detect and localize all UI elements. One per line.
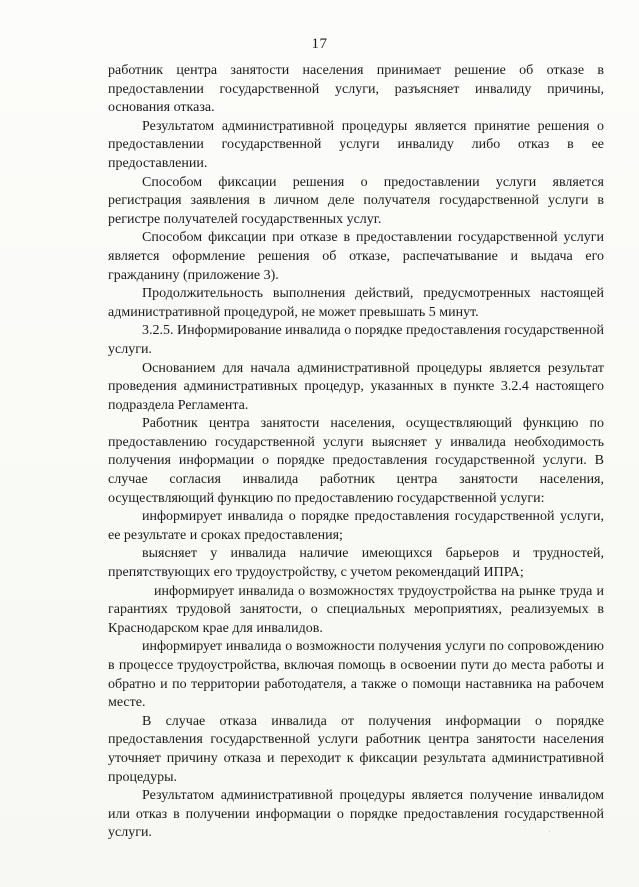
document-body [108, 62, 604, 843]
page-number: 17 [311, 36, 328, 52]
scan-noise [509, 797, 579, 837]
paragraph: Результатом административной процедуры является принятие решения о предоставлении государственной услуги инвалиду либо отказ в ее предоставлении. [108, 118, 604, 171]
section-heading: 3.2.5. Информирование инвалида о порядке предоставления государственной услуги. [108, 323, 604, 357]
paragraph: В случае отказа инвалида от получения информации о порядке предоставления государственной услуги работник центра занятости населения уточняет причину отказа и переходит к фиксации результата административной процедуры. [108, 713, 604, 785]
paragraph: Основанием для начала административной процедуры является результат проведения административных процедур, указанных в пункте 3.2.4 настоящего подраздела Регламента. [108, 360, 604, 413]
list-item: информирует инвалида о возможностях трудоустройства на рынке труда и гарантиях трудовой занятости, о специальных мероприятиях, реализуемых в Краснодарском крае для инвалидов. [108, 583, 604, 636]
list-item: информирует инвалида о порядке предоставления государственной услуги, ее результате и сроках предоставления; [108, 509, 604, 543]
paragraph: Продолжительность выполнения действий, предусмотренных настоящей административной процедурой, не может превышать 5 минут. [108, 286, 604, 320]
list-item: выясняет у инвалида наличие имеющихся барьеров и трудностей, препятствующих его трудоустройству, с учетом рекомендаций ИПРА; [108, 546, 604, 581]
paragraph: работник центра занятости населения принимает решение об отказе в предоставлении государственной услуги, разъясняет инвалиду причины, основания отказа. [108, 63, 604, 116]
paragraph: Результатом административной процедуры является получение инвалидом или отказ в получении информации о порядке предоставления государственной услуги. [108, 788, 604, 841]
list-item: информирует инвалида о возможности получения услуги по сопровождению в процессе трудоустройства, включая помощь в освоении пути до места работы и обратно и по территории работодателя, а также о помощи наставника на рабочем месте. [108, 639, 604, 711]
paragraph: Способом фиксации при отказе в предоставлении государственной услуги является оформление решения об отказе, распечатывание и выдача его гражданину (приложение 3). [108, 230, 604, 283]
paragraph: Работник центра занятости населения, осуществляющий функцию по предоставлению государственной услуги выясняет у инвалида необходимость получения информации о порядке предоставления государственной услуги. В случае согласия инвалида работник центра занятости населения, осуществляющий функцию по предоставлению государственной услуги: [108, 416, 604, 506]
paragraph: Способом фиксации решения о предоставлении услуги является регистрация заявления в личном деле получателя государственной услуги в регистре получателей государственных услуг. [108, 174, 604, 227]
